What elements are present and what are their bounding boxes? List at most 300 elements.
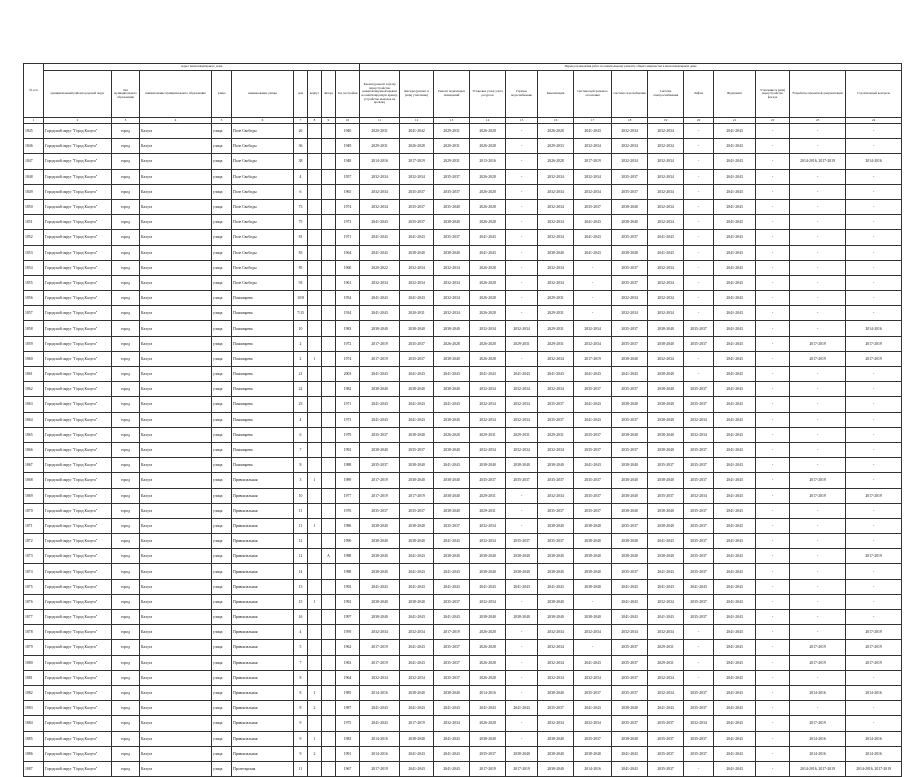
table-cell — [322, 534, 336, 549]
column-number: 20 — [684, 118, 714, 124]
table-cell: - — [756, 610, 790, 625]
table-cell: - — [574, 306, 612, 321]
table-cell: 4 — [294, 625, 308, 640]
table-cell: Городской округ "Город Калуга" — [44, 139, 112, 154]
table-cell: 2029-2031 — [470, 503, 506, 518]
table-cell: город — [112, 124, 140, 139]
table-cell: 2041-2043 — [714, 351, 756, 366]
table-cell — [322, 184, 336, 199]
table-cell: 1997 — [336, 610, 360, 625]
table-cell: 2032-2034 — [648, 291, 684, 306]
table-cell: 2035-2037 — [612, 655, 648, 670]
table-cell: Городской округ "Город Калуга" — [44, 336, 112, 351]
table-cell: город — [112, 275, 140, 290]
table-cell: 11 — [294, 761, 308, 776]
table-cell: - — [756, 579, 790, 594]
table-cell: - — [846, 291, 902, 306]
table-cell: 1882 — [24, 685, 44, 700]
table-cell: - — [790, 625, 846, 640]
table-cell — [322, 260, 336, 275]
table-cell: 2041-2043 — [360, 245, 400, 260]
table-cell: 2035-2040 — [434, 199, 470, 214]
table-cell: улица — [212, 397, 232, 412]
table-cell: 2038-2040 — [612, 549, 648, 564]
table-cell: 2041-2043 — [714, 701, 756, 716]
table-cell: Городской округ "Город Калуга" — [44, 670, 112, 685]
table-cell — [308, 306, 322, 321]
table-cell: - — [684, 139, 714, 154]
table-cell: 1875 — [24, 579, 44, 594]
table-cell: улица — [212, 306, 232, 321]
table-cell: 2038-2040 — [574, 610, 612, 625]
table-cell: - — [756, 625, 790, 640]
table-cell: 2032-2034 — [506, 382, 538, 397]
table-cell: город — [112, 199, 140, 214]
table-cell: 2029-2031 — [648, 655, 684, 670]
table-cell: 1988 — [336, 549, 360, 564]
table-cell: 1852 — [24, 230, 44, 245]
table-cell: - — [846, 670, 902, 685]
table-cell: улица — [212, 534, 232, 549]
table-cell: 2038-2040 — [400, 245, 434, 260]
table-cell: 8 — [294, 701, 308, 716]
table-row — [24, 579, 902, 594]
table-cell: 2032-2034 — [360, 199, 400, 214]
table-cell: Городской округ "Город Калуга" — [44, 382, 112, 397]
table-cell: 1959 — [336, 625, 360, 640]
table-cell — [322, 625, 336, 640]
table-cell — [322, 701, 336, 716]
table-cell: 2035-2037 — [434, 655, 470, 670]
table-cell: 2032-2034 — [400, 275, 434, 290]
table-cell: 2041-2043 — [470, 245, 506, 260]
table-cell: - — [684, 215, 714, 230]
table-cell: Калуга — [140, 761, 212, 776]
table-cell: 2032-2034 — [538, 442, 574, 457]
table-cell: 2041-2043 — [612, 579, 648, 594]
column-number: 21 — [714, 118, 756, 124]
table-cell: 1851 — [24, 215, 44, 230]
table-cell: 1983 — [336, 731, 360, 746]
table-cell: - — [756, 534, 790, 549]
table-cell — [308, 503, 322, 518]
table-cell: - — [756, 291, 790, 306]
table-cell — [322, 321, 336, 336]
table-cell: Поле Свободы — [232, 139, 294, 154]
table-cell: 2038-2040 — [360, 382, 400, 397]
table-cell: 2041-2043 — [574, 701, 612, 716]
table-cell: город — [112, 564, 140, 579]
table-cell: 2032-2034 — [538, 670, 574, 685]
table-cell: - — [846, 139, 902, 154]
table-cell: город — [112, 716, 140, 731]
table-cell: 2038-2040 — [434, 382, 470, 397]
table-cell: 9 — [294, 746, 308, 761]
table-cell: 36 — [294, 139, 308, 154]
table-cell: - — [756, 412, 790, 427]
table-cell: 2041-2043 — [612, 610, 648, 625]
table-cell: 2041-2043 — [714, 579, 756, 594]
table-cell: 2038-2040 — [612, 427, 648, 442]
table-cell: Привокзальная — [232, 701, 294, 716]
table-cell: - — [684, 761, 714, 776]
table-cell — [322, 245, 336, 260]
col-header: Разработка проектной документации — [790, 71, 846, 118]
table-cell: - — [756, 199, 790, 214]
table-cell: 2035-2037 — [648, 731, 684, 746]
table-row — [24, 154, 902, 169]
table-cell — [322, 716, 336, 731]
table-cell: 2035-2037 — [648, 716, 684, 731]
table-cell: 2029-2031 — [434, 154, 470, 169]
table-cell: 1979 — [336, 427, 360, 442]
table-cell: - — [790, 412, 846, 427]
table-cell: 2041-2043 — [574, 245, 612, 260]
table-cell: 2035-2037 — [648, 458, 684, 473]
col-header: Фундамент — [714, 71, 756, 118]
table-cell: - — [846, 701, 902, 716]
table-cell: 2032-2034 — [470, 534, 506, 549]
table-cell: Привокзальная — [232, 625, 294, 640]
table-cell: 2032-2034 — [360, 184, 400, 199]
table-cell: 2032-2034 — [612, 306, 648, 321]
table-cell: 2026-2028 — [470, 640, 506, 655]
table-cell — [308, 245, 322, 260]
table-cell — [308, 184, 322, 199]
table-cell — [308, 397, 322, 412]
table-cell: улица — [212, 640, 232, 655]
table-cell: 2032-2034 — [538, 640, 574, 655]
table-cell: 2026-2028 — [470, 306, 506, 321]
table-cell: 2038-2040 — [538, 245, 574, 260]
table-cell: 2041-2043 — [574, 367, 612, 382]
table-cell: 2038-2040 — [648, 549, 684, 564]
table-cell: 2032-2034 — [648, 685, 684, 700]
table-cell: город — [112, 154, 140, 169]
table-cell: 2041-2043 — [470, 367, 506, 382]
table-cell: - — [790, 564, 846, 579]
table-cell: 2032-2034 — [538, 716, 574, 731]
table-cell: - — [684, 230, 714, 245]
table-cell: город — [112, 245, 140, 260]
table-cell: - — [756, 321, 790, 336]
table-cell — [322, 275, 336, 290]
table-cell: Калуга — [140, 245, 212, 260]
table-body — [24, 124, 902, 777]
table-cell: 2041-2043 — [648, 579, 684, 594]
table-cell: 2035-2037 — [612, 321, 648, 336]
table-cell: город — [112, 351, 140, 366]
table-cell: 2032-2034 — [574, 321, 612, 336]
table-cell: 2035-2037 — [538, 412, 574, 427]
table-cell: 2032-2034 — [684, 716, 714, 731]
table-cell: Городской округ "Город Калуга" — [44, 199, 112, 214]
table-cell: 2038-2040 — [574, 564, 612, 579]
table-cell: Поле Свободы — [232, 154, 294, 169]
table-cell: 12 — [294, 534, 308, 549]
table-cell: 1986 — [336, 518, 360, 533]
table-cell: 1973 — [336, 215, 360, 230]
table-cell: 2017-2019 — [506, 761, 538, 776]
table-cell: 2020-2031 — [434, 139, 470, 154]
table-cell: Привокзальная — [232, 473, 294, 488]
table-cell: - — [846, 215, 902, 230]
table-cell: 2038-2040 — [434, 473, 470, 488]
table-cell: 2035-2037 — [434, 169, 470, 184]
table-cell: - — [756, 427, 790, 442]
table-cell: - — [790, 245, 846, 260]
table-cell: 2041-2043 — [648, 564, 684, 579]
column-number: 19 — [648, 118, 684, 124]
table-cell: Городской округ "Город Калуга" — [44, 154, 112, 169]
table-cell: 2038-2040 — [648, 321, 684, 336]
table-cell: город — [112, 321, 140, 336]
table-cell: - — [790, 291, 846, 306]
table-cell: 2035-2037 — [538, 397, 574, 412]
table-cell: 2032-2034 — [612, 124, 648, 139]
table-cell: 2032-2034 — [538, 351, 574, 366]
table-cell: - — [684, 640, 714, 655]
table-cell: 2035-2037 — [360, 427, 400, 442]
table-cell: 2017-2019 — [574, 154, 612, 169]
col-header: Год постройки — [336, 71, 360, 118]
table-cell: 2041-2043 — [400, 655, 434, 670]
table-header — [24, 64, 902, 124]
table-cell: город — [112, 291, 140, 306]
table-cell: Привокзальная — [232, 610, 294, 625]
table-cell: - — [756, 564, 790, 579]
column-number: 18 — [612, 118, 648, 124]
table-cell: - — [790, 503, 846, 518]
table-cell: 2035-2037 — [612, 260, 648, 275]
table-cell: 2035-2037 — [574, 442, 612, 457]
table-cell: Пономарева — [232, 427, 294, 442]
table-cell: 1867 — [24, 458, 44, 473]
table-cell: 2041-2043 — [714, 640, 756, 655]
table-cell: улица — [212, 124, 232, 139]
table-cell: 2041-2043 — [574, 397, 612, 412]
table-cell: 2035-2037 — [538, 503, 574, 518]
table-cell: 2041-2043 — [360, 306, 400, 321]
table-row — [24, 427, 902, 442]
table-cell: 1977 — [336, 488, 360, 503]
table-cell: 1975 — [336, 716, 360, 731]
table-cell: - — [756, 488, 790, 503]
table-cell: 2029-2033 — [538, 139, 574, 154]
table-cell: 16 — [294, 610, 308, 625]
table-cell: Пономарева — [232, 412, 294, 427]
table-cell: 23 — [294, 397, 308, 412]
table-cell: город — [112, 518, 140, 533]
table-cell — [308, 412, 322, 427]
table-cell: 2032-2034 — [470, 382, 506, 397]
table-cell: - — [506, 291, 538, 306]
table-cell — [308, 442, 322, 457]
table-cell: улица — [212, 518, 232, 533]
table-cell: 1974 — [336, 199, 360, 214]
table-cell: 2026-2028 — [470, 655, 506, 670]
table-cell: Привокзальная — [232, 746, 294, 761]
table-cell: 2041-2043 — [612, 367, 648, 382]
table-cell: - — [790, 701, 846, 716]
table-cell: 2032-2034 — [574, 169, 612, 184]
table-cell: 2017-2019 — [846, 549, 902, 564]
table-cell: - — [756, 549, 790, 564]
table-cell: 2032-2034 — [684, 427, 714, 442]
table-cell: - — [684, 275, 714, 290]
table-cell: 2035-2037 — [648, 761, 684, 776]
table-cell: 2032-2034 — [538, 275, 574, 290]
table-cell: 2014-2016 — [790, 685, 846, 700]
table-cell — [322, 215, 336, 230]
table-cell: - — [756, 275, 790, 290]
table-cell: 2026-2028 — [400, 139, 434, 154]
table-cell: 2038-2040 — [538, 746, 574, 761]
table-cell: 2041-2043 — [434, 458, 470, 473]
table-cell: 2014-2016 — [360, 154, 400, 169]
table-cell: 1849 — [24, 184, 44, 199]
table-cell: улица — [212, 442, 232, 457]
table-cell: улица — [212, 761, 232, 776]
table-cell: Городской округ "Город Калуга" — [44, 685, 112, 700]
table-cell: 2035-2037 — [400, 184, 434, 199]
table-cell — [322, 731, 336, 746]
table-cell: 2035-2037 — [434, 518, 470, 533]
table-cell: - — [506, 215, 538, 230]
table-cell: 1881 — [24, 670, 44, 685]
table-cell: 2026-2028 — [470, 169, 506, 184]
table-cell: 2041-2043 — [612, 761, 648, 776]
table-cell: 2041-2043 — [714, 685, 756, 700]
table-cell: 2041-2043 — [714, 761, 756, 776]
table-cell — [322, 291, 336, 306]
table-cell: 2035-2037 — [400, 215, 434, 230]
table-cell: 1878 — [24, 625, 44, 640]
table-cell: 1862 — [24, 382, 44, 397]
table-cell: 2038-2040 — [506, 746, 538, 761]
table-cell — [308, 579, 322, 594]
table-row — [24, 169, 902, 184]
table-cell: 2038-2040 — [400, 534, 434, 549]
table-cell: - — [846, 306, 902, 321]
table-cell: - — [684, 199, 714, 214]
table-cell: 2017-2019 — [846, 336, 902, 351]
table-cell: улица — [212, 427, 232, 442]
table-cell: 2035-2037 — [612, 275, 648, 290]
table-cell: 2032-2034 — [574, 716, 612, 731]
table-cell: - — [506, 154, 538, 169]
table-cell: 1848 — [24, 169, 44, 184]
table-cell — [322, 473, 336, 488]
table-cell: город — [112, 458, 140, 473]
table-cell: - — [756, 169, 790, 184]
table-cell — [322, 154, 336, 169]
table-cell: 2026-2028 — [470, 215, 506, 230]
table-cell: 2014-2016 — [360, 685, 400, 700]
table-cell: 1 — [308, 685, 322, 700]
table-cell: 2038-2040 — [400, 731, 434, 746]
table-cell: Калуга — [140, 230, 212, 245]
table-cell: 2038-2040 — [470, 564, 506, 579]
table-cell: - — [790, 442, 846, 457]
table-cell: - — [790, 670, 846, 685]
table-cell: 2041-2043 — [360, 215, 400, 230]
table-cell: 2038-2040 — [434, 503, 470, 518]
table-cell: - — [756, 351, 790, 366]
table-cell: 1854 — [24, 260, 44, 275]
table-cell — [308, 458, 322, 473]
table-cell: город — [112, 746, 140, 761]
table-cell: 2014-2016 — [846, 731, 902, 746]
table-cell — [308, 655, 322, 670]
table-cell: улица — [212, 139, 232, 154]
table-cell: Городской округ "Город Калуга" — [44, 503, 112, 518]
table-cell: Калуга — [140, 382, 212, 397]
table-cell: Калуга — [140, 746, 212, 761]
table-cell: Поле Свободы — [232, 260, 294, 275]
table-cell: Калуга — [140, 655, 212, 670]
table-cell: 2032-2034 — [648, 351, 684, 366]
table-cell — [322, 458, 336, 473]
col-header: Система центрального отопления — [574, 71, 612, 118]
table-row — [24, 503, 902, 518]
table-cell: 2035-2037 — [684, 503, 714, 518]
table-cell: 73 — [294, 199, 308, 214]
table-cell: 1887 — [24, 761, 44, 776]
table-cell: - — [506, 230, 538, 245]
table-cell: Калуга — [140, 139, 212, 154]
table-cell: 2038-2040 — [360, 321, 400, 336]
table-cell: 81 — [294, 230, 308, 245]
table-cell: Городской округ "Город Калуга" — [44, 442, 112, 457]
table-cell: Городской округ "Город Калуга" — [44, 291, 112, 306]
table-cell: 83 — [294, 245, 308, 260]
table-cell: 2038-2040 — [400, 382, 434, 397]
table-cell: 2038-2040 — [538, 549, 574, 564]
table-cell: Привокзальная — [232, 670, 294, 685]
table-cell: 2041-2043 — [434, 367, 470, 382]
table-cell: 2041-2043 — [714, 397, 756, 412]
table-cell: 2032-2034 — [648, 625, 684, 640]
table-cell: 1 — [308, 351, 322, 366]
table-cell: 1 — [308, 518, 322, 533]
table-cell: 2032-2034 — [648, 594, 684, 609]
table-cell: 2038-2040 — [434, 351, 470, 366]
table-cell: - — [684, 154, 714, 169]
table-cell: 2035-2037 — [612, 640, 648, 655]
table-cell: - — [506, 685, 538, 700]
table-cell: город — [112, 427, 140, 442]
table-cell: 2038-2040 — [470, 731, 506, 746]
table-cell: 2035-2037 — [574, 503, 612, 518]
column-number: 14 — [470, 118, 506, 124]
table-cell: улица — [212, 230, 232, 245]
table-cell: 2035-2037 — [612, 230, 648, 245]
table-cell: 2032-2034 — [434, 291, 470, 306]
table-cell: Калуга — [140, 716, 212, 731]
table-cell — [322, 336, 336, 351]
column-number: 6 — [232, 118, 294, 124]
table-cell — [308, 670, 322, 685]
table-row — [24, 716, 902, 731]
table-cell: 2038-2040 — [648, 382, 684, 397]
table-cell: 2032-2034 — [648, 306, 684, 321]
table-cell: город — [112, 625, 140, 640]
table-cell: 1 — [308, 594, 322, 609]
table-cell: - — [846, 442, 902, 457]
table-cell: город — [112, 382, 140, 397]
table-cell: 2035-2037 — [612, 518, 648, 533]
